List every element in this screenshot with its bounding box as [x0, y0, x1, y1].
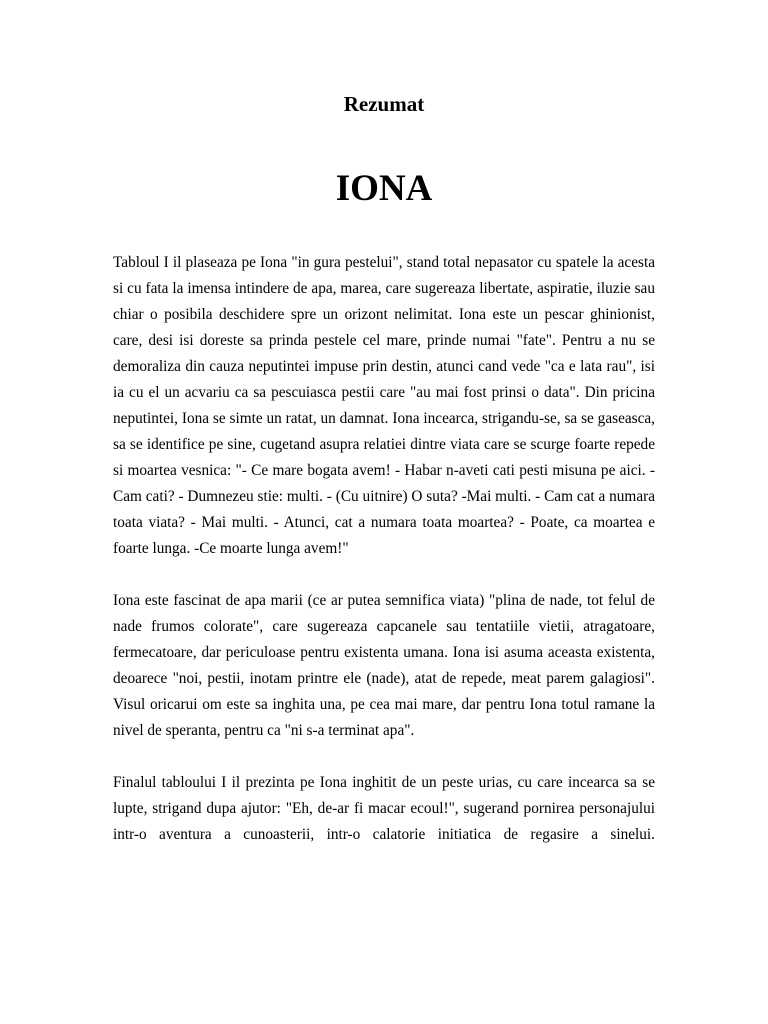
paragraph-2: Iona este fascinat de apa marii (ce ar putea semnifica viata) "plina de nade, tot felul de nade frumos colorate", care sugereaza capcanele sau tentatiile vietii, atragatoare, fermecatoare, dar periculoase pentru existenta umana. Iona isi asuma aceasta existenta, deoarece "noi, pestii, inotam printre ele (nade), atat de repede, meat parem galagiosi". Visul oricarui om este sa inghita una, pe cea mai mare, dar pentru Iona totul ramane la nivel de speranta, pentru ca "ni s-a terminat apa".	[113, 592, 655, 739]
paragraph-3: Finalul tabloului I il prezinta pe Iona inghitit de un peste urias, cu care incearca sa se lupte, strigand dupa ajutor: "Eh, de-ar fi macar ecoul!", sugerand pornirea personajului intr-o aventura a cunoasterii, intr-o calatorie initiatica de regasire a sinelui.	[113, 774, 655, 843]
paragraph-1: Tabloul I il plaseaza pe Iona "in gura pestelui", stand total nepasator cu spatele la acesta si cu fata la imensa intindere de apa, marea, care sugereaza libertate, aspiratie, iluzie sau chiar o posibila deschidere spre un orizont nelimitat. Iona este un pescar ghinionist, care, desi isi doreste sa prinda pestele cel mare, prinde numai "fate". Pentru a nu se demoraliza din cauza neputintei impuse prin destin, atunci cand vede "ca e lata rau", isi ia cu el un acvariu ca sa pescuiasca pestii care "au mai fost prinsi o data". Din pricina neputintei, Iona se simte un ratat, un damnat. Iona incearca, strigandu-se, sa se gaseasca, sa se identifice pe sine, cugetand asupra relatiei dintre viata care se scurge foarte repede si moartea vesnica: "- Ce mare bogata avem! - Habar n-aveti cati pesti misuna pe aici. - Cam cati? - Dumnezeu stie: multi. - (Cu uitnire) O suta? -Mai multi. - Cam cat a numara toata viata? - Mai multi. - Atunci, cat a numara toata moartea? - Poate, ca moartea e foarte lunga. -Ce moarte lunga avem!"	[113, 254, 655, 557]
document-subtitle: Rezumat	[343, 92, 425, 116]
document-title: IONA	[335, 168, 433, 209]
document-body	[113, 250, 655, 874]
